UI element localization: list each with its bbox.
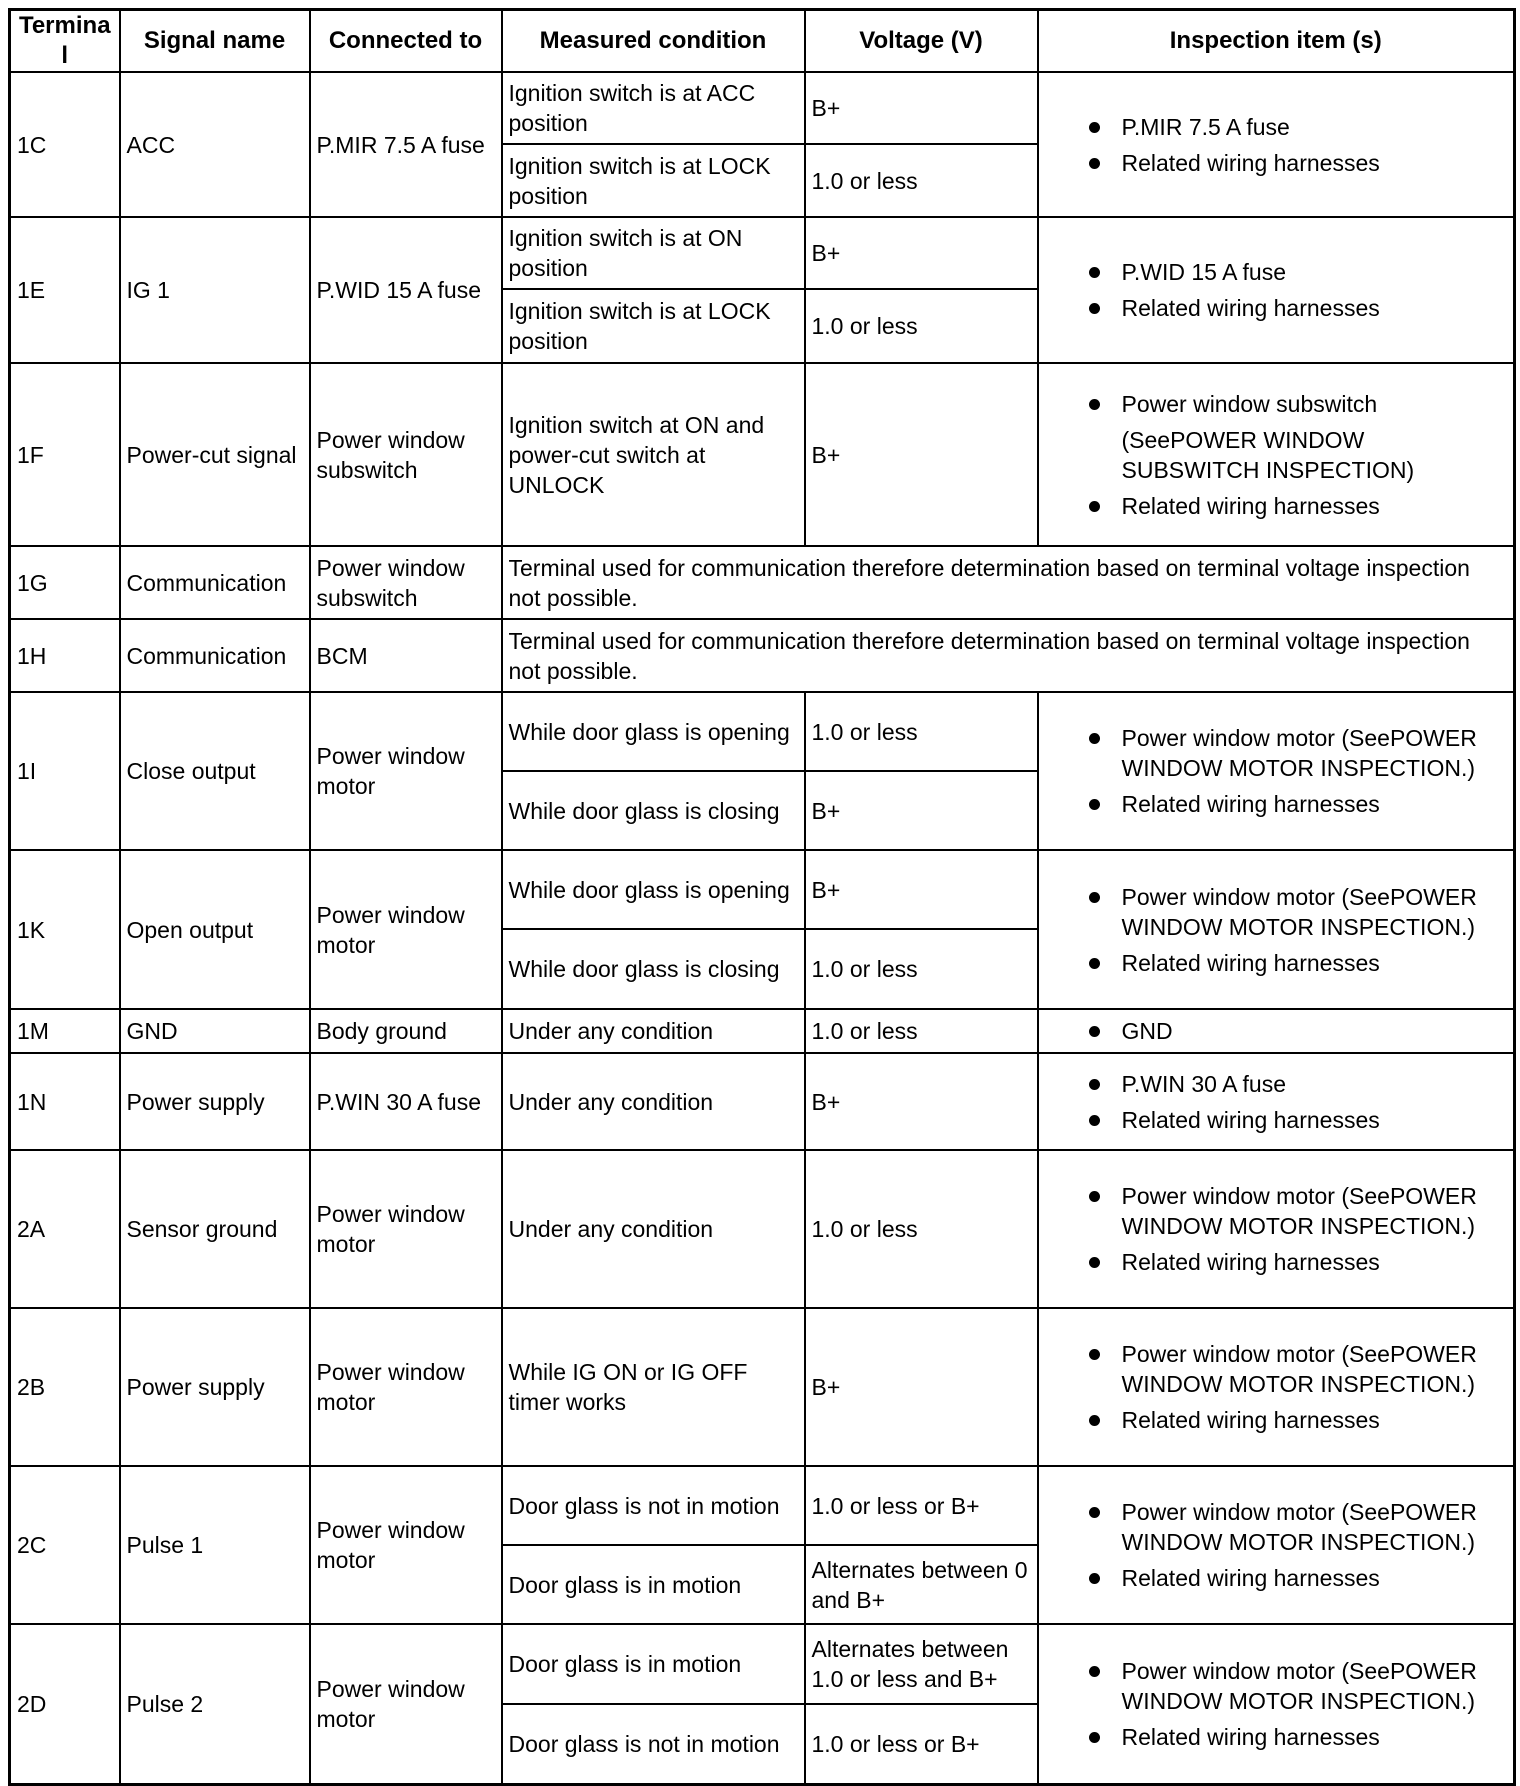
measured-condition-cell: Under any condition: [502, 1009, 805, 1053]
terminal-cell: 2A: [10, 1150, 120, 1308]
voltage-cell: Alternates between 1.0 or less and B+: [805, 1624, 1038, 1704]
signal-name-cell: IG 1: [120, 217, 310, 363]
connected-to-cell: Power window motor: [310, 1150, 502, 1308]
terminal-cell: 2D: [10, 1624, 120, 1784]
bullet-icon: [1089, 158, 1100, 169]
header-inspection-items: Inspection item (s): [1038, 10, 1515, 73]
inspection-item: [1045, 148, 1508, 178]
connected-to-cell: Power window subswitch: [310, 546, 502, 619]
inspection-item-wrap: [1122, 1016, 1508, 1046]
bullet-icon: [1089, 1573, 1100, 1584]
inspection-item: [1045, 1722, 1508, 1752]
inspection-item: [1045, 1656, 1508, 1716]
inspection-item-text: Related wiring harnesses: [1121, 1723, 1380, 1750]
table-row: [10, 1009, 1515, 1053]
inspection-item-list: [1045, 1069, 1508, 1135]
bullet-icon: [1089, 1115, 1100, 1126]
inspection-item-text: Power window motor (SeePOWER WINDOW MOTOR INSPECTION.): [1121, 725, 1477, 781]
connected-to-cell: Power window motor: [310, 692, 502, 850]
inspection-item-wrap: [1122, 389, 1508, 485]
signal-name-cell: Sensor ground: [120, 1150, 310, 1308]
voltage-cell: B+: [805, 363, 1038, 546]
table-row: [10, 217, 1515, 289]
bullet-icon: [1089, 267, 1100, 278]
inspection-item-text: P.MIR 7.5 A fuse: [1121, 113, 1290, 140]
voltage-cell: B+: [805, 850, 1038, 929]
voltage-cell: 1.0 or less: [805, 929, 1038, 1009]
inspection-item-text: P.WIN 30 A fuse: [1121, 1070, 1287, 1097]
inspection-item: [1045, 1563, 1508, 1593]
inspection-item-list: [1045, 1656, 1508, 1752]
measured-condition-cell: While door glass is closing: [502, 929, 805, 1009]
signal-name-cell: Close output: [120, 692, 310, 850]
inspection-items-cell: [1038, 850, 1515, 1009]
connected-to-cell: P.WID 15 A fuse: [310, 217, 502, 363]
inspection-item: [1045, 1181, 1508, 1241]
inspection-item-text: Related wiring harnesses: [1121, 1106, 1380, 1133]
voltage-cell: 1.0 or less: [805, 1150, 1038, 1308]
inspection-item-text: Power window motor (SeePOWER WINDOW MOTOR INSPECTION.): [1121, 1499, 1477, 1555]
inspection-items-cell: [1038, 1009, 1515, 1053]
inspection-item: [1045, 1247, 1508, 1277]
table-row: [10, 72, 1515, 144]
signal-name-cell: Open output: [120, 850, 310, 1009]
table-row: [10, 1308, 1515, 1466]
inspection-item-text: Power window motor (SeePOWER WINDOW MOTOR INSPECTION.): [1121, 1657, 1477, 1714]
inspection-item: [1045, 1016, 1508, 1046]
inspection-items-cell: [1038, 1308, 1515, 1466]
terminal-cell: 1I: [10, 692, 120, 850]
inspection-item-list: [1045, 257, 1508, 323]
measured-condition-cell: Under any condition: [502, 1150, 805, 1308]
inspection-item: [1045, 112, 1508, 142]
inspection-item-text: Related wiring harnesses: [1121, 149, 1380, 176]
voltage-cell: B+: [805, 1053, 1038, 1150]
connected-to-cell: Power window motor: [310, 1466, 502, 1624]
bullet-icon: [1089, 501, 1100, 512]
voltage-cell: 1.0 or less: [805, 144, 1038, 217]
measured-condition-cell: While door glass is opening: [502, 850, 805, 929]
inspection-items-cell: [1038, 1624, 1515, 1784]
measured-condition-cell: Ignition switch is at LOCK position: [502, 289, 805, 363]
inspection-item-wrap: [1122, 1069, 1508, 1099]
table-row: [10, 1053, 1515, 1150]
inspection-item-wrap: [1122, 1722, 1508, 1752]
inspection-item-wrap: [1122, 148, 1508, 178]
inspection-item-text: GND: [1121, 1018, 1173, 1044]
voltage-cell: 1.0 or less: [805, 1009, 1038, 1053]
inspection-item-text: Power window motor (SeePOWER WINDOW MOTOR INSPECTION.): [1121, 1341, 1477, 1397]
voltage-cell: 1.0 or less or B+: [805, 1466, 1038, 1545]
inspection-item-text: Related wiring harnesses: [1121, 492, 1380, 519]
terminal-cell: 1N: [10, 1053, 120, 1150]
measured-condition-cell: While IG ON or IG OFF timer works: [502, 1308, 805, 1466]
bullet-icon: [1089, 399, 1100, 410]
inspection-item-list: [1045, 1497, 1508, 1593]
voltage-cell: 1.0 or less: [805, 692, 1038, 771]
signal-name-cell: Pulse 2: [120, 1624, 310, 1784]
inspection-item-wrap: [1122, 1247, 1508, 1277]
inspection-item-text: Power window motor (SeePOWER WINDOW MOTOR INSPECTION.): [1121, 883, 1477, 940]
inspection-item-text: Related wiring harnesses: [1121, 1249, 1380, 1275]
measured-condition-cell: Under any condition: [502, 1053, 805, 1150]
inspection-items-cell: [1038, 1053, 1515, 1150]
inspection-item-wrap: [1122, 257, 1508, 287]
inspection-items-cell: [1038, 1150, 1515, 1308]
inspection-items-cell: [1038, 692, 1515, 850]
bullet-icon: [1089, 958, 1100, 969]
header-row: [10, 10, 1515, 73]
inspection-items-cell: [1038, 363, 1515, 546]
header-connected-to: Connected to: [310, 10, 502, 73]
table-row: [10, 692, 1515, 771]
inspection-item-wrap: [1122, 1405, 1508, 1435]
inspection-item-wrap: [1122, 1181, 1508, 1241]
voltage-cell: B+: [805, 217, 1038, 289]
inspection-item-wrap: [1122, 1497, 1508, 1557]
inspection-item-wrap: [1122, 1105, 1508, 1135]
inspection-item-text: Related wiring harnesses: [1121, 1565, 1380, 1591]
terminal-cell: 1H: [10, 619, 120, 692]
inspection-items-cell: [1038, 217, 1515, 363]
inspection-item: [1045, 1105, 1508, 1135]
connected-to-cell: P.WIN 30 A fuse: [310, 1053, 502, 1150]
inspection-item-wrap: [1122, 723, 1508, 783]
bullet-icon: [1089, 122, 1100, 133]
inspection-note: (SeePOWER WINDOW SUBSWITCH INSPECTION): [1121, 426, 1415, 483]
measured-condition-cell: Ignition switch at ON and power-cut switch at UNLOCK: [502, 363, 805, 546]
measured-condition-cell: Door glass is not in motion: [502, 1704, 805, 1784]
table-row: [10, 850, 1515, 929]
terminal-cell: 2C: [10, 1466, 120, 1624]
inspection-item-wrap: [1122, 112, 1508, 142]
inspection-item-text: Related wiring harnesses: [1121, 949, 1380, 976]
inspection-item-wrap: [1122, 1339, 1508, 1399]
bullet-icon: [1089, 1507, 1100, 1518]
inspection-item: [1045, 491, 1508, 521]
connected-to-cell: Body ground: [310, 1009, 502, 1053]
table-body: [10, 72, 1515, 1784]
bullet-icon: [1089, 1415, 1100, 1426]
signal-name-cell: Power supply: [120, 1308, 310, 1466]
bullet-icon: [1089, 1191, 1100, 1202]
signal-name-cell: Power supply: [120, 1053, 310, 1150]
measured-condition-cell: Ignition switch is at LOCK position: [502, 144, 805, 217]
inspection-item-text: Related wiring harnesses: [1121, 1407, 1380, 1433]
header-voltage: Voltage (V): [805, 10, 1038, 73]
voltage-cell: Alternates between 0 and B+: [805, 1545, 1038, 1624]
bullet-icon: [1089, 1257, 1100, 1268]
table-row: [10, 1150, 1515, 1308]
inspection-item-wrap: [1122, 789, 1508, 819]
inspection-item-wrap: [1122, 882, 1508, 942]
signal-name-cell: GND: [120, 1009, 310, 1053]
bullet-icon: [1089, 1026, 1100, 1037]
inspection-item: [1045, 293, 1508, 323]
terminal-cell: 1C: [10, 72, 120, 217]
inspection-item-wrap: [1122, 491, 1508, 521]
inspection-item-text: Power window motor (SeePOWER WINDOW MOTOR INSPECTION.): [1121, 1183, 1477, 1239]
inspection-item: [1045, 882, 1508, 942]
inspection-item: [1045, 723, 1508, 783]
connected-to-cell: BCM: [310, 619, 502, 692]
inspection-item-wrap: [1122, 1563, 1508, 1593]
signal-name-cell: Communication: [120, 619, 310, 692]
inspection-item-list: [1045, 1181, 1508, 1277]
inspection-item: [1045, 948, 1508, 978]
inspection-item-wrap: [1122, 293, 1508, 323]
terminal-cell: 1F: [10, 363, 120, 546]
inspection-item: [1045, 789, 1508, 819]
measured-condition-cell: While door glass is closing: [502, 771, 805, 850]
inspection-item: [1045, 1405, 1508, 1435]
inspection-item: [1045, 1069, 1508, 1099]
bullet-icon: [1089, 733, 1100, 744]
measured-condition-cell: Ignition switch is at ACC position: [502, 72, 805, 144]
measured-condition-cell: Door glass is in motion: [502, 1545, 805, 1624]
voltage-cell: B+: [805, 1308, 1038, 1466]
bullet-icon: [1089, 799, 1100, 810]
voltage-cell: B+: [805, 771, 1038, 850]
header-terminal: Terminal: [10, 10, 120, 73]
signal-name-cell: ACC: [120, 72, 310, 217]
bullet-icon: [1089, 1349, 1100, 1360]
inspection-item-text: P.WID 15 A fuse: [1121, 259, 1287, 285]
inspection-item-list: [1045, 389, 1508, 521]
inspection-items-cell: [1038, 72, 1515, 217]
connected-to-cell: Power window motor: [310, 1308, 502, 1466]
terminal-inspection-document: [8, 8, 1513, 1758]
terminal-cell: 1G: [10, 546, 120, 619]
inspection-items-cell: [1038, 1466, 1515, 1624]
terminal-cell: 1K: [10, 850, 120, 1009]
terminal-cell: 2B: [10, 1308, 120, 1466]
table-row: [10, 363, 1515, 546]
measured-condition-cell: Ignition switch is at ON position: [502, 217, 805, 289]
merged-note-cell: Terminal used for communication therefore determination based on terminal voltage inspection not possible.: [502, 619, 1515, 692]
connected-to-cell: Power window subswitch: [310, 363, 502, 546]
header-signal-name: Signal name: [120, 10, 310, 73]
terminal-cell: 1M: [10, 1009, 120, 1053]
bullet-icon: [1089, 303, 1100, 314]
voltage-cell: 1.0 or less: [805, 289, 1038, 363]
bullet-icon: [1089, 1732, 1100, 1743]
inspection-item-text: Power window subswitch: [1121, 390, 1378, 417]
bullet-icon: [1089, 1079, 1100, 1090]
terminal-cell: 1E: [10, 217, 120, 363]
table-row: [10, 619, 1515, 692]
bullet-icon: [1089, 1666, 1100, 1677]
terminal-voltage-table: [8, 8, 1516, 1786]
inspection-item-list: [1045, 723, 1508, 819]
inspection-item-wrap: [1122, 1656, 1508, 1716]
signal-name-cell: Pulse 1: [120, 1466, 310, 1624]
connected-to-cell: Power window motor: [310, 1624, 502, 1784]
table-row: [10, 546, 1515, 619]
connected-to-cell: Power window motor: [310, 850, 502, 1009]
inspection-item-list: [1045, 1016, 1508, 1046]
inspection-item: [1045, 1497, 1508, 1557]
measured-condition-cell: Door glass is in motion: [502, 1624, 805, 1704]
measured-condition-cell: While door glass is opening: [502, 692, 805, 771]
bullet-icon: [1089, 892, 1100, 903]
signal-name-cell: Communication: [120, 546, 310, 619]
merged-note-cell: Terminal used for communication therefore determination based on terminal voltage inspection not possible.: [502, 546, 1515, 619]
inspection-item: [1045, 389, 1508, 485]
inspection-item-list: [1045, 882, 1508, 978]
header-measured-condition: Measured condition: [502, 10, 805, 73]
voltage-cell: B+: [805, 72, 1038, 144]
table-row: [10, 1466, 1515, 1545]
measured-condition-cell: Door glass is not in motion: [502, 1466, 805, 1545]
inspection-item-list: [1045, 112, 1508, 178]
inspection-item: [1045, 257, 1508, 287]
inspection-item-text: Related wiring harnesses: [1121, 295, 1380, 321]
voltage-cell: 1.0 or less or B+: [805, 1704, 1038, 1784]
inspection-item-text: Related wiring harnesses: [1121, 791, 1380, 817]
inspection-item: [1045, 1339, 1508, 1399]
inspection-item-wrap: [1122, 948, 1508, 978]
connected-to-cell: P.MIR 7.5 A fuse: [310, 72, 502, 217]
inspection-item-list: [1045, 1339, 1508, 1435]
signal-name-cell: Power-cut signal: [120, 363, 310, 546]
table-row: [10, 1624, 1515, 1704]
